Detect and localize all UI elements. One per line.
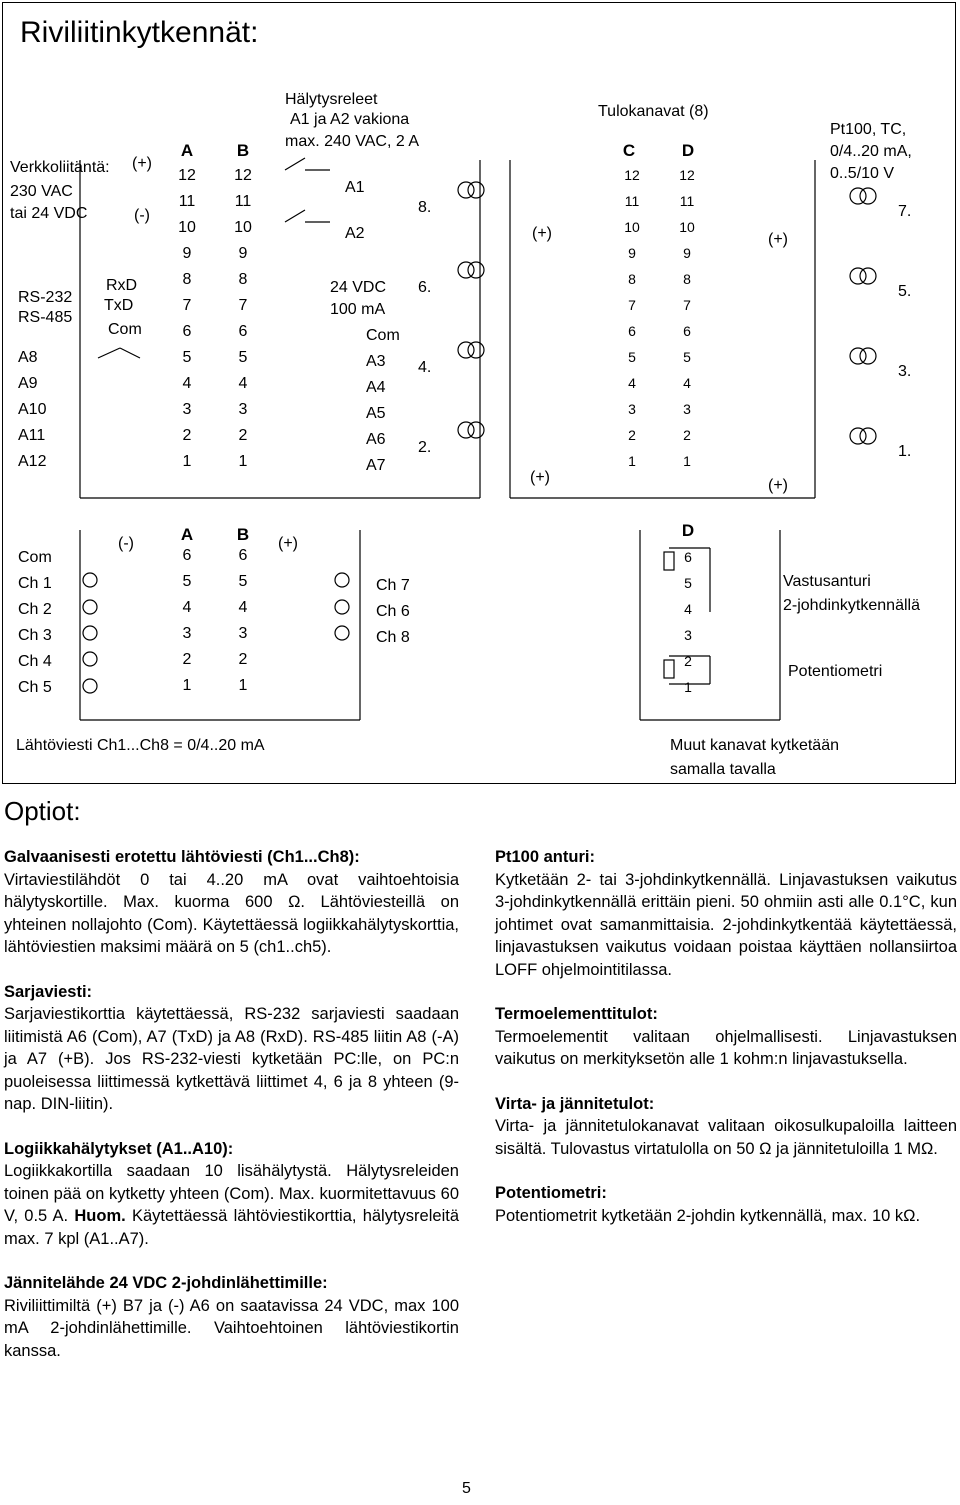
col-b-label: B	[236, 141, 250, 160]
channel-number: 6.	[418, 279, 432, 296]
terminal-a-label: 8	[182, 271, 192, 288]
other-note: samalla tavalla	[670, 761, 776, 778]
section-text: Virta- ja jännitetulokanavat valitaan oikosulkupaloilla laitteen sisältä. Tulovastus virtatulolla on 50 Ω ja jännitetuloilla 1 MΩ.	[495, 1117, 957, 1158]
terminal-b-label: 10	[234, 219, 252, 236]
other-note: Muut kanavat kytketään	[670, 737, 839, 754]
terminal-b-label: 6	[238, 323, 248, 340]
sensor-note: Potentiometri	[788, 663, 883, 680]
terminal-d-label: 5	[683, 349, 691, 365]
sensor-note: Vastusanturi	[783, 573, 871, 590]
plus-label: (+)	[768, 231, 788, 248]
supply-label: 230 VAC	[10, 183, 73, 200]
col-d-label: D	[681, 521, 695, 540]
section-voltage-source	[4, 1272, 459, 1362]
terminal-c-label: 10	[624, 219, 640, 235]
channel-number: 7.	[898, 203, 912, 220]
channel-number: 3.	[898, 363, 912, 380]
terminal-d-label: 8	[683, 271, 691, 287]
terminal-c-label: 8	[628, 271, 636, 287]
channel-label: Ch 4	[18, 653, 52, 670]
output-note: Lähtöviesti Ch1...Ch8 = 0/4..20 mA	[16, 737, 265, 754]
plus-label: (+)	[132, 155, 152, 172]
section-title: Galvaanisesti erotettu lähtöviesti (Ch1...Ch8):	[4, 848, 360, 866]
terminal-a-label: 6	[182, 323, 192, 340]
options-right-column	[495, 846, 957, 1249]
terminal-a-label: 6	[182, 547, 192, 564]
rs-label: RS-232	[18, 289, 73, 306]
section-text: Termoelementit valitaan ohjelmallisesti. Linjavastuksen vaikutus on merkityksetön alle 1 kohm:n linjavastuksella.	[495, 1027, 957, 1068]
section-text-a: Logiikkakortilla saadaan 10 lisähälytystä. Hälytysreleiden toinen pää on kytketty yhteen (Com). Max. kuormitettavuus 60 V, 0.5 A.	[4, 1162, 459, 1225]
supply-label: tai 24 VDC	[10, 205, 88, 222]
terminal-a-label: 9	[182, 245, 192, 262]
channel-label: Ch 1	[18, 575, 52, 592]
relay-name: A1	[345, 179, 365, 196]
terminal-b-label: 8	[238, 271, 248, 288]
terminal-d-label: 2	[684, 653, 692, 669]
terminal-a-label: 7	[182, 297, 192, 314]
terminal-d-label: 4	[683, 375, 691, 391]
section-text-b: Käytettäessä lähtöviestikorttia, hälytysreleitä max. 7 kpl (A1..A7).	[4, 1207, 459, 1248]
alarm-left-label: A11	[18, 427, 46, 444]
channel-number: 5.	[898, 283, 912, 300]
section-title: Pt100 anturi:	[495, 848, 595, 866]
section-text: Virtaviestilähdöt 0 tai 4..20 mA ovat vaihtoehtoisia hälytyskortille. Max. kuorma 600 Ω. Lähtöviesteillä on yhteinen nollajohto (Com). Käytettäessä logiikkahälytyskorttia, lähtöviestien maksimi määrä on 5 (ch1..ch5).	[4, 870, 459, 956]
channel-number: 8.	[418, 199, 432, 216]
relays-title: max. 240 VAC, 2 A	[285, 133, 419, 150]
terminal-d-label: 11	[679, 193, 695, 209]
com-label: Com	[18, 549, 52, 566]
terminal-a-label: 5	[182, 573, 192, 590]
plus-label: (+)	[530, 469, 550, 486]
page-title: Riviliitinkytkennät:	[20, 16, 259, 49]
terminal-d-label: 3	[683, 401, 691, 417]
alarm-left-label: A10	[18, 401, 47, 418]
sensor-type: Pt100, TC,	[830, 121, 907, 138]
terminal-d-label: 10	[679, 219, 695, 235]
terminal-a-label: 12	[178, 167, 196, 184]
vdc-label: 100 mA	[330, 301, 386, 318]
section-potentiometer	[495, 1182, 957, 1227]
col-d-label: D	[681, 141, 695, 160]
terminal-d-label: 2	[683, 427, 691, 443]
alarm-left-label: A8	[18, 349, 38, 366]
terminal-d-label: 4	[684, 601, 692, 617]
col-a-label: A	[180, 525, 194, 544]
rx-label: TxD	[104, 297, 134, 314]
terminal-a-label: 5	[182, 349, 192, 366]
terminal-b-label: 3	[238, 625, 248, 642]
terminal-a-label: 4	[182, 599, 192, 616]
terminal-a-label: 2	[182, 427, 192, 444]
terminal-c-label: 11	[624, 193, 640, 209]
terminal-b-label: 3	[238, 401, 248, 418]
section-current-voltage	[495, 1093, 957, 1161]
section-title: Termoelementtitulot:	[495, 1005, 658, 1023]
section-title: Virta- ja jännitetulot:	[495, 1094, 655, 1113]
section-text: Potentiometrit kytketään 2-johdin kytkennällä, max. 10 kΩ.	[495, 1206, 921, 1225]
terminal-a-label: 4	[182, 375, 192, 392]
terminal-b-label: 7	[238, 297, 248, 314]
terminal-c-label: 5	[628, 349, 636, 365]
plus-label: (+)	[532, 225, 552, 242]
terminal-a-label: 1	[182, 453, 192, 470]
section-text: Kytketään 2- tai 3-johdinkytkennällä. Linjavastuksen vaikutus 3-johdinkytkennällä erittäin pieni. 50 ohmiin asti alle 0.1°C, kun johtimet ovat samanmittaisia. 2-johdinkytkentää käytettäessä, linjavastuksen vaikutus voidaan poistaa käyttäen nollansiirtoa LOFF ohjelmointitilassa.	[495, 870, 957, 979]
section-pt100	[495, 846, 957, 981]
alarm-right-label: A6	[366, 431, 386, 448]
channel-label: Ch 3	[18, 627, 52, 644]
channel-number: 2.	[418, 439, 432, 456]
terminal-b-label: 5	[238, 573, 248, 590]
terminal-c-label: 12	[624, 167, 640, 183]
sensor-type: 0..5/10 V	[830, 165, 895, 182]
terminal-b-label: 4	[238, 599, 248, 616]
terminal-b-label: 12	[234, 167, 252, 184]
channel-label: Ch 2	[18, 601, 52, 618]
terminal-d-label: 6	[683, 323, 691, 339]
section-title: Logiikkahälytykset (A1..A10):	[4, 1139, 234, 1158]
terminal-a-label: 3	[182, 625, 192, 642]
terminal-a-label: 1	[182, 677, 192, 694]
channel-label: Ch 5	[18, 679, 52, 696]
terminal-b-label: 2	[238, 651, 248, 668]
relays-title: A1 ja A2 vakiona	[290, 111, 410, 128]
inputs-title: Tulokanavat (8)	[598, 103, 709, 120]
terminal-b-label: 11	[234, 193, 252, 210]
vdc-label: 24 VDC	[330, 279, 387, 296]
section-text	[4, 1160, 459, 1250]
plus-label: (+)	[768, 477, 788, 494]
alarm-left-label: A9	[18, 375, 38, 392]
terminal-b-label: 5	[238, 349, 248, 366]
rs-label: RS-485	[18, 309, 73, 326]
terminal-c-label: 7	[628, 297, 636, 313]
terminal-b-label: 1	[238, 677, 248, 694]
col-b-label: B	[236, 525, 250, 544]
section-title: Potentiometri:	[495, 1184, 607, 1202]
huom-label: Huom.	[74, 1207, 126, 1225]
relay-name: A2	[345, 225, 365, 242]
minus-label: (-)	[134, 207, 150, 224]
vdc-label: Com	[366, 327, 400, 344]
terminal-b-label: 2	[238, 427, 248, 444]
section-serial	[4, 981, 459, 1116]
terminal-d-label: 12	[679, 167, 695, 183]
terminal-a-label: 11	[178, 193, 196, 210]
terminal-b-label: 1	[238, 453, 248, 470]
terminal-c-label: 2	[628, 427, 636, 443]
terminal-c-label: 1	[628, 453, 636, 469]
section-title: Sarjaviesti:	[4, 982, 93, 1001]
terminal-c-label: 4	[628, 375, 636, 391]
alarm-right-label: A4	[366, 379, 386, 396]
channel-label: Ch 6	[376, 603, 410, 620]
terminal-b-label: 6	[238, 547, 248, 564]
supply-label: Verkkoliitäntä:	[10, 159, 110, 176]
terminal-b-label: 4	[238, 375, 248, 392]
alarm-right-label: A3	[366, 353, 386, 370]
section-thermocouple	[495, 1003, 957, 1071]
channel-number: 1.	[898, 443, 912, 460]
terminal-d-label: 6	[684, 549, 692, 565]
col-c-label: C	[622, 141, 636, 160]
terminal-d-label: 5	[684, 575, 692, 591]
terminal-c-label: 3	[628, 401, 636, 417]
relays-title: Hälytysreleet	[285, 91, 378, 108]
page-number: 5	[462, 1480, 471, 1497]
terminal-d-label: 1	[683, 453, 691, 469]
terminal-d-label: 1	[684, 679, 692, 695]
channel-label: Ch 8	[376, 629, 410, 646]
sensor-type: 0/4..20 mA,	[830, 143, 912, 160]
plus-label: (+)	[278, 535, 298, 552]
options-left-column	[4, 846, 459, 1384]
minus-label: (-)	[118, 535, 134, 552]
section-text: Sarjaviestikorttia käytettäessä, RS-232 sarjaviesti saadaan liitimistä A6 (Com), A7 (TxD) ja A8 (RxD). RS-485 liitin A8 (-A) ja A7 (+B). Jos RS-232-viesti kytketään PC:lle, on PC:n puoleisessa liittimessä kytkettävä liittimet 4, 6 ja 8 yhteen (9-nap. DIN-liitin).	[4, 1005, 459, 1113]
terminal-a-label: 2	[182, 651, 192, 668]
terminal-b-label: 9	[238, 245, 248, 262]
alarm-right-label: A7	[366, 457, 386, 474]
rx-label: Com	[108, 321, 142, 338]
section-galvanic-output	[4, 846, 459, 959]
alarm-right-label: A5	[366, 405, 386, 422]
options-heading: Optiot:	[4, 796, 81, 826]
alarm-left-label: A12	[18, 453, 47, 470]
terminal-c-label: 9	[628, 245, 636, 261]
rx-label: RxD	[106, 277, 138, 294]
section-logic-alarms	[4, 1138, 459, 1251]
terminal-c-label: 6	[628, 323, 636, 339]
channel-label: Ch 7	[376, 577, 410, 594]
terminal-d-label: 7	[683, 297, 691, 313]
terminal-d-label: 3	[684, 627, 692, 643]
terminal-a-label: 3	[182, 401, 192, 418]
terminal-d-label: 9	[683, 245, 691, 261]
channel-number: 4.	[418, 359, 432, 376]
col-a-label: A	[180, 141, 194, 160]
terminal-a-label: 10	[178, 219, 196, 236]
sensor-note: 2-johdinkytkennällä	[783, 597, 920, 614]
section-title: Jännitelähde 24 VDC 2-johdinlähettimille:	[4, 1274, 328, 1292]
section-text: Riviliittimiltä (+) B7 ja (-) A6 on saatavissa 24 VDC, max 100 mA 2-johdinlähettimille. Vaihtoehtoinen lähtöviestikortin kanssa.	[4, 1296, 459, 1360]
